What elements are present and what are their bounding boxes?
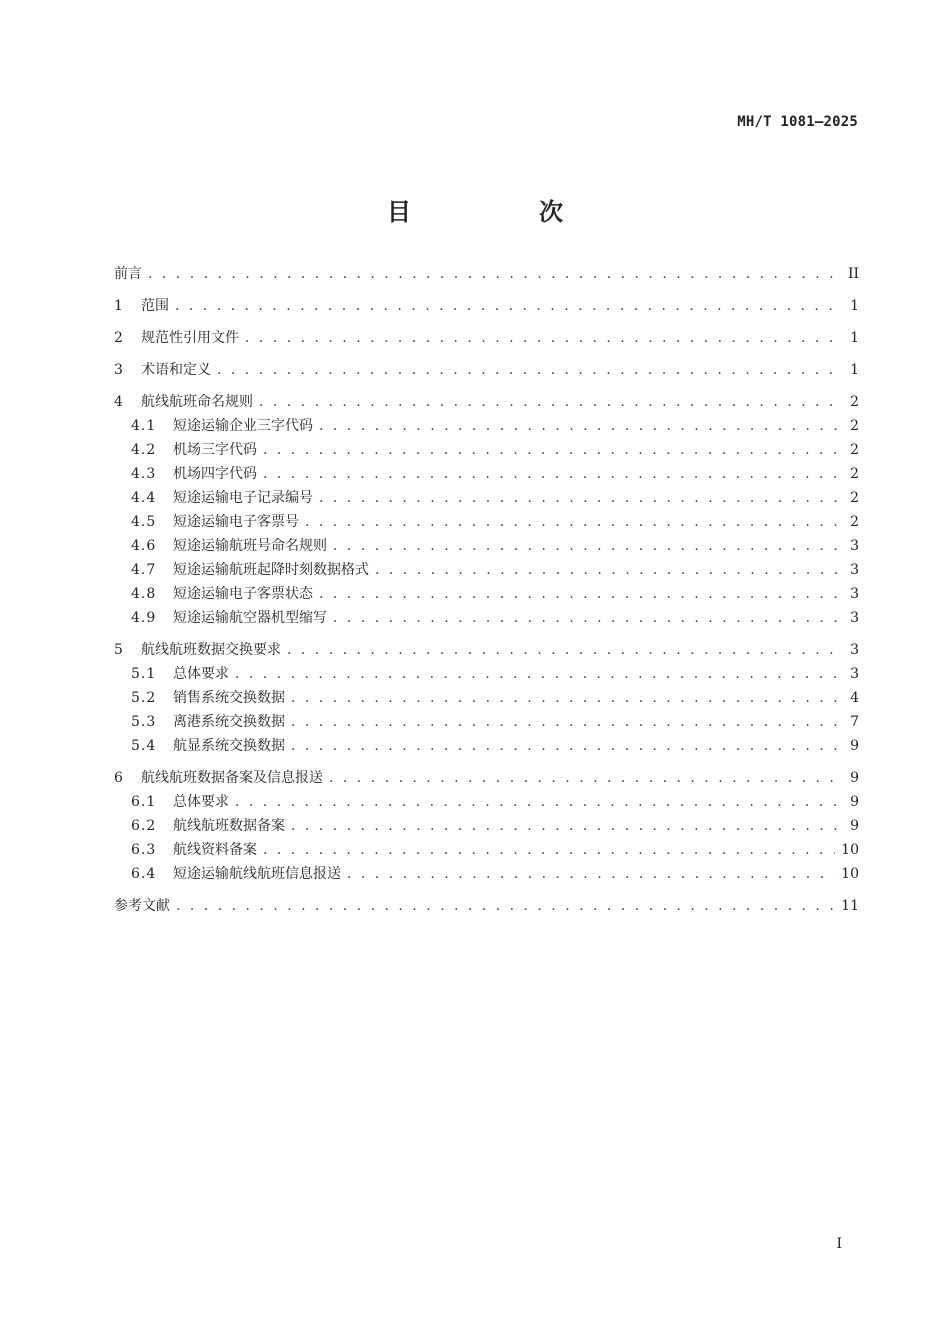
toc-entry[interactable] <box>114 638 859 662</box>
toc-entry-page: 2 <box>850 490 859 506</box>
toc-entry-text: 航线航班命名规则 <box>141 394 253 410</box>
toc-entry[interactable] <box>114 790 859 814</box>
toc-leader-dots <box>263 438 839 462</box>
toc-entry[interactable] <box>114 814 859 838</box>
toc-entry[interactable] <box>114 894 859 918</box>
toc-leader-dots <box>235 790 839 814</box>
toc-entry[interactable] <box>114 662 859 686</box>
toc-leader-dots <box>148 262 839 286</box>
toc-entry-number: 4.3 <box>131 466 157 482</box>
toc-entry-number: 5 <box>114 642 123 658</box>
toc-leader-dots <box>175 294 839 318</box>
toc-entry-text: 前言 <box>114 266 142 282</box>
toc-entry[interactable] <box>114 390 859 414</box>
toc-entry-page: 9 <box>850 818 859 834</box>
toc-entry[interactable] <box>114 262 859 286</box>
toc-entry-page: 2 <box>850 466 859 482</box>
toc-entry-text: 短途运输航班起降时刻数据格式 <box>173 562 369 578</box>
toc-entry[interactable] <box>114 838 859 862</box>
toc-entry[interactable] <box>114 606 859 630</box>
toc-entry[interactable] <box>114 486 859 510</box>
toc-entry[interactable] <box>114 582 859 606</box>
toc-entry-text: 短途运输电子客票状态 <box>173 586 313 602</box>
toc-entry[interactable] <box>114 438 859 462</box>
toc-entry-page: 2 <box>850 442 859 458</box>
toc-entry[interactable] <box>114 710 859 734</box>
toc-entry-number: 6 <box>114 770 123 786</box>
toc-entry[interactable] <box>114 294 859 318</box>
toc-entry-page: 11 <box>841 898 859 914</box>
toc-entry-number: 5.1 <box>131 666 157 682</box>
toc-entry-text: 短途运输航空器机型缩写 <box>173 610 327 626</box>
toc-entry-page: 9 <box>850 738 859 754</box>
toc-entry[interactable] <box>114 862 859 886</box>
toc-leader-dots <box>235 662 839 686</box>
table-of-contents <box>114 262 859 918</box>
toc-entry-number: 1 <box>114 298 123 314</box>
toc-leader-dots <box>319 414 839 438</box>
toc-entry-number: 4 <box>114 394 123 410</box>
toc-entry-number: 4.1 <box>131 418 157 434</box>
toc-entry-page: II <box>847 266 859 282</box>
toc-entry-text: 短途运输企业三字代码 <box>173 418 313 434</box>
toc-entry-number: 2 <box>114 330 123 346</box>
toc-leader-dots <box>319 486 839 510</box>
toc-entry-number: 6.3 <box>131 842 157 858</box>
toc-entry-text: 航线航班数据备案及信息报送 <box>141 770 323 786</box>
toc-entry-number: 4.2 <box>131 442 157 458</box>
toc-entry[interactable] <box>114 766 859 790</box>
toc-entry-text: 总体要求 <box>173 666 229 682</box>
toc-entry-page: 3 <box>850 562 859 578</box>
toc-leader-dots <box>319 582 839 606</box>
toc-entry-text: 短途运输电子记录编号 <box>173 490 313 506</box>
toc-entry-text: 航线航班数据备案 <box>173 818 285 834</box>
toc-entry-page: 10 <box>841 866 859 882</box>
toc-entry-text: 机场四字代码 <box>173 466 257 482</box>
toc-entry[interactable] <box>114 326 859 350</box>
toc-leader-dots <box>287 638 839 662</box>
toc-entry-text: 总体要求 <box>173 794 229 810</box>
toc-title: 目 次 <box>387 198 615 226</box>
toc-entry-page: 1 <box>850 298 859 314</box>
toc-leader-dots <box>333 534 839 558</box>
toc-entry-text: 参考文献 <box>114 898 170 914</box>
toc-entry-text: 短途运输航线航班信息报送 <box>173 866 341 882</box>
toc-leader-dots <box>291 734 839 758</box>
toc-leader-dots <box>263 838 835 862</box>
toc-entry-page: 7 <box>850 714 859 730</box>
toc-entry-page: 3 <box>850 666 859 682</box>
standard-code: MH/T 1081—2025 <box>737 114 858 130</box>
toc-entry-page: 4 <box>850 690 859 706</box>
toc-entry-number: 6.1 <box>131 794 157 810</box>
toc-entry-number: 4.4 <box>131 490 157 506</box>
toc-entry-page: 9 <box>850 794 859 810</box>
toc-entry-text: 短途运输电子客票号 <box>173 514 299 530</box>
toc-entry-page: 3 <box>850 642 859 658</box>
toc-entry-page: 3 <box>850 586 859 602</box>
toc-entry-number: 6.4 <box>131 866 157 882</box>
toc-entry-page: 2 <box>850 394 859 410</box>
toc-leader-dots <box>263 462 839 486</box>
toc-entry-page: 3 <box>850 610 859 626</box>
toc-leader-dots <box>333 606 839 630</box>
toc-leader-dots <box>245 326 839 350</box>
toc-entry[interactable] <box>114 558 859 582</box>
toc-leader-dots <box>176 894 835 918</box>
toc-entry[interactable] <box>114 686 859 710</box>
toc-entry-text: 销售系统交换数据 <box>173 690 285 706</box>
toc-entry-page: 9 <box>850 770 859 786</box>
toc-entry-page: 2 <box>850 418 859 434</box>
toc-entry-number: 4.7 <box>131 562 157 578</box>
toc-entry-text: 航线资料备案 <box>173 842 257 858</box>
toc-entry-number: 3 <box>114 362 123 378</box>
toc-entry-number: 4.9 <box>131 610 157 626</box>
toc-leader-dots <box>291 710 839 734</box>
toc-entry[interactable] <box>114 534 859 558</box>
toc-entry-number: 5.2 <box>131 690 157 706</box>
toc-leader-dots <box>329 766 839 790</box>
toc-entry-text: 范围 <box>141 298 169 314</box>
toc-entry-page: 1 <box>850 362 859 378</box>
toc-entry-text: 短途运输航班号命名规则 <box>173 538 327 554</box>
toc-entry[interactable] <box>114 510 859 534</box>
toc-entry-text: 规范性引用文件 <box>141 330 239 346</box>
toc-leader-dots <box>291 814 839 838</box>
toc-entry-number: 6.2 <box>131 818 157 834</box>
toc-entry-text: 机场三字代码 <box>173 442 257 458</box>
toc-entry-page: 2 <box>850 514 859 530</box>
toc-entry-text: 离港系统交换数据 <box>173 714 285 730</box>
toc-leader-dots <box>305 510 839 534</box>
toc-entry-number: 4.5 <box>131 514 157 530</box>
toc-entry-number: 4.6 <box>131 538 157 554</box>
toc-entry-text: 航线航班数据交换要求 <box>141 642 281 658</box>
toc-leader-dots <box>347 862 835 886</box>
toc-entry[interactable] <box>114 414 859 438</box>
toc-entry-number: 4.8 <box>131 586 157 602</box>
toc-entry-number: 5.3 <box>131 714 157 730</box>
toc-entry-page: 10 <box>841 842 859 858</box>
toc-leader-dots <box>217 358 839 382</box>
toc-entry[interactable] <box>114 734 859 758</box>
toc-entry-page: 3 <box>850 538 859 554</box>
toc-leader-dots <box>259 390 839 414</box>
toc-entry-text: 航显系统交换数据 <box>173 738 285 754</box>
toc-leader-dots <box>291 686 839 710</box>
page-number: I <box>836 1236 842 1252</box>
toc-entry-number: 5.4 <box>131 738 157 754</box>
toc-entry-page: 1 <box>850 330 859 346</box>
toc-entry-text: 术语和定义 <box>141 362 211 378</box>
toc-leader-dots <box>375 558 839 582</box>
toc-entry[interactable] <box>114 462 859 486</box>
toc-entry[interactable] <box>114 358 859 382</box>
